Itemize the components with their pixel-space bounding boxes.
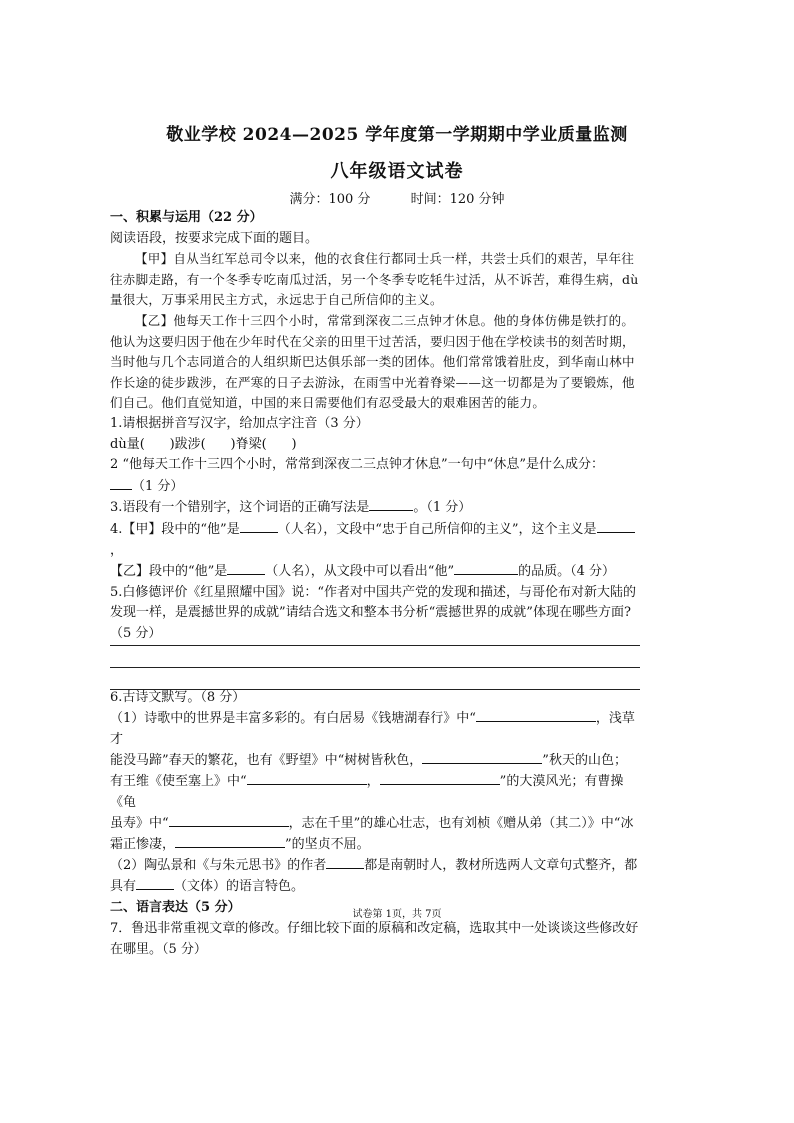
q1-prompt: )脊梁(: [230, 436, 267, 452]
q6-text: （1）诗歌中的世界是丰富多彩的。有白居易《钱塘湖春行》中“: [110, 711, 476, 726]
answer-blank[interactable]: [454, 561, 518, 575]
q4-text: 的品质。（4 分）: [518, 564, 615, 580]
answer-blank[interactable]: [380, 771, 500, 785]
q6-text: （2）陶弘景和《与朱元思书》的作者: [110, 858, 327, 873]
answer-blank[interactable]: [597, 519, 635, 533]
answer-blank[interactable]: [227, 561, 265, 575]
passage-yi: [110, 311, 640, 414]
passage-line: 往赤脚走路，有一个冬季专吃南瓜过活，另一个冬季专吃牦牛过活，从不诉苦，难得生病，dù: [110, 271, 639, 287]
question-3: [110, 497, 640, 519]
passage-line: 【甲】自从当红军总司令以来，他的衣食住行都同士兵一样，共尝士兵们的艰苦，早年往: [135, 251, 635, 267]
exam-title: 敬业学校 2024—2025 学年度第一学期期中学业质量监测: [166, 125, 628, 145]
q2-score: （1 分）: [132, 478, 184, 494]
q6-text: ”的坚贞不屈。: [285, 837, 370, 852]
section-1-intro: 阅读语段，按要求完成下面的题目。: [110, 230, 319, 246]
answer-blank[interactable]: [110, 476, 132, 490]
question-7-line: 在哪里。（5 分）: [110, 942, 207, 957]
q4-text: 【乙】段中的“他”是: [110, 564, 228, 580]
q6-text: （文体）的语言特色。: [174, 879, 305, 894]
q4-text: ，: [110, 542, 124, 558]
question-6-4: [110, 813, 640, 834]
answer-blank[interactable]: [175, 834, 285, 848]
q6-text: 有王维《使至塞上》中“: [110, 774, 247, 789]
answer-blank[interactable]: [369, 497, 413, 511]
question-5: 5.白修德评价《红星照耀中国》说：“作者对中国共产党的发现和描述，与哥伦布对新大陆的: [110, 584, 637, 600]
q6-text: ，志在千里”的雄心壮志，也有刘桢《赠从弟（其二）》中“冰: [288, 816, 634, 831]
q1-prompt: dù量(: [110, 436, 145, 452]
time-limit: 时间：120 分钟: [410, 192, 505, 207]
passage-jia: [110, 249, 640, 311]
answer-blank[interactable]: [247, 771, 367, 785]
q6-text: ，浅草才: [110, 711, 635, 747]
q6-text: 能没马蹄”春天的繁花，也有《野望》中“树树皆秋色，: [110, 753, 423, 768]
answer-blank[interactable]: [136, 876, 174, 890]
q3-text: 3.语段有一个错别字，这个词语的正确写法是: [110, 500, 370, 516]
q6-text: 都是南朝时人，教材所选两人文章句式整齐，都: [364, 858, 638, 873]
answer-line[interactable]: [110, 646, 640, 668]
q6-text: 虽寿》中“: [110, 816, 169, 831]
question-6-7: [110, 876, 640, 897]
question-6-1: [110, 708, 640, 750]
q4-text: 4.【甲】段中的“他”是: [110, 521, 240, 537]
q4-text: （人名），文段中“忠于自己所信仰的主义”，这个主义是: [277, 521, 597, 537]
page-footer: 试卷第 1页，共 7页: [352, 909, 442, 920]
q6-text: 具有: [110, 879, 137, 894]
question-2-answer: [110, 476, 640, 498]
section-1: [110, 208, 640, 644]
answer-line[interactable]: [110, 624, 640, 646]
question-4: [110, 519, 640, 561]
section-2-heading: 二、语言表达（5 分）: [110, 900, 241, 915]
q6-text: 霜正惨凄，: [110, 837, 176, 852]
q1-prompt: ): [291, 436, 297, 452]
section-1-heading: 一、积累与运用（22 分）: [110, 210, 263, 225]
exam-subtitle: 八年级语文试卷: [330, 161, 464, 182]
question-6-3: [110, 771, 640, 813]
answer-blank[interactable]: [476, 708, 596, 722]
question-6-5: [110, 834, 640, 855]
q6-text: ”的大漠风光；有曹操《龟: [110, 774, 624, 810]
passage-line: 【乙】他每天工作十三四个小时，常常到深夜二三点钟才休息。他的身体仿佛是铁打的。: [135, 312, 635, 328]
passage-line: 量很大，万事采用民主方式，永远忠于自己所信仰的主义。: [110, 292, 443, 308]
answer-blank[interactable]: [240, 519, 278, 533]
question-1: 1.请根据拼音写汉字，给加点字注音（3 分）: [110, 415, 369, 431]
question-6-6: [110, 855, 640, 876]
passage-line: 当时他与几个志同道合的人组织斯巴达俱乐部一类的团体。他们常常饿着肚皮，到华南山林中: [110, 354, 635, 370]
answer-blank[interactable]: [169, 813, 289, 827]
q3-score: 。（1 分）: [413, 500, 472, 516]
exam-meta: [0, 188, 794, 207]
answer-lines[interactable]: [110, 624, 640, 690]
passage-line: 作长途的徒步跋涉，在严寒的日子去游泳，在雨雪中光着脊梁——这一切都是为了要锻炼，他: [110, 374, 635, 390]
q2-text: 2 “他每天工作十三四个小时，常常到深夜二三点钟才休息”一句中“休息”是什么成分：: [110, 457, 604, 473]
question-7: 7．鲁迅非常重视文章的修改。仔细比较下面的原稿和改定稿，选取其中一处谈谈这些修改好: [110, 921, 639, 936]
full-score: 满分：100 分: [289, 192, 371, 207]
question-2: [110, 455, 640, 476]
question-5-line: 发现一样，是震撼世界的成就”请结合选文和整本书分析“震撼世界的成就”体现在哪些方面?: [110, 605, 631, 621]
question-5-score: （5 分）: [110, 625, 162, 641]
passage-line: 们自己。他们直觉知道，中国的来日需要他们有忍受最大的艰难困苦的能力。: [110, 395, 546, 411]
q4-text: （人名），从文段中可以看出“他”: [265, 564, 455, 580]
question-6: 6.古诗文默写。（8 分）: [110, 690, 246, 705]
q6-text: ”秋天的山色；: [542, 753, 627, 768]
q1-prompt: )跋涉(: [169, 436, 206, 452]
answer-blank[interactable]: [326, 855, 364, 869]
answer-blank[interactable]: [422, 750, 542, 764]
passage-line: 他认为这要归因于他在少年时代在父亲的田里干过苦活，要归因于他在学校读书的刻苦时期，: [110, 333, 635, 349]
question-4b: [110, 561, 640, 583]
question-6-2: [110, 750, 640, 771]
question-1-blanks: [110, 435, 640, 456]
q6-text: ，: [366, 774, 380, 789]
